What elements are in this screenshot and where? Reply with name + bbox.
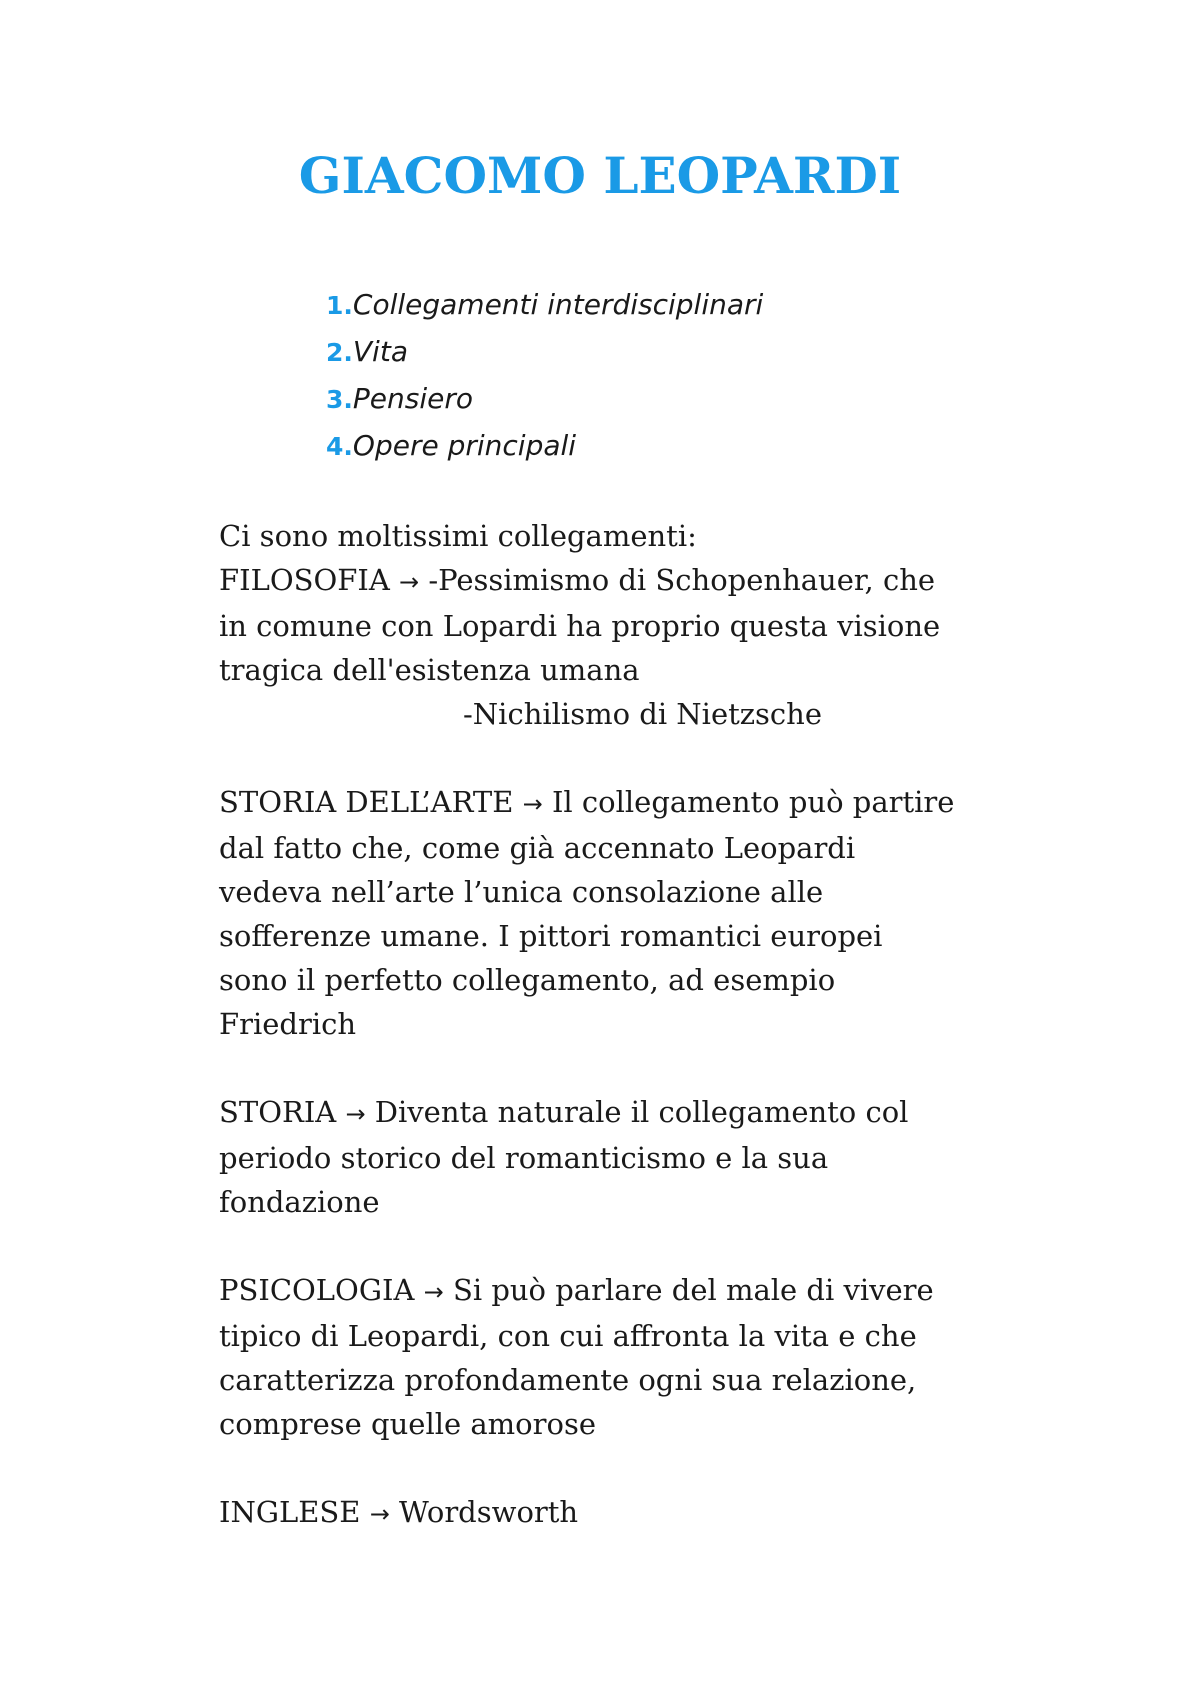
filosofia-line: -Nichilismo di Nietzsche: [463, 697, 823, 731]
psicologia-line: comprese quelle amorose: [219, 1407, 596, 1441]
arte-line: [219, 780, 1099, 826]
spacer: [219, 1446, 1099, 1490]
subject-label: FILOSOFIA: [219, 563, 390, 597]
subject-label: STORIA DELL’ARTE: [219, 785, 514, 819]
paragraph-text: -Pessimismo di Schopenhauer, che: [428, 563, 936, 597]
arte-line: dal fatto che, come già accennato Leopardi: [219, 831, 856, 865]
storia-line: [219, 1090, 1099, 1136]
paragraph-text: Diventa naturale il collegamento col: [374, 1095, 909, 1129]
arte-line: Friedrich: [219, 1007, 357, 1041]
spacer: [219, 1046, 1099, 1090]
storia-line: periodo storico del romanticismo e la sua: [219, 1141, 829, 1175]
psicologia-line: caratterizza profondamente ogni sua relazione,: [219, 1363, 917, 1397]
toc-item: [326, 375, 763, 422]
page-title: GIACOMO LEOPARDI: [298, 146, 902, 205]
toc-number: 1.: [326, 291, 353, 320]
paragraph-text: Si può parlare del male di vivere: [452, 1273, 934, 1307]
arrow-icon: →: [369, 1500, 390, 1528]
paragraph-text: Wordsworth: [399, 1495, 579, 1529]
toc-label: Opere principali: [352, 429, 577, 462]
intro-line: Ci sono moltissimi collegamenti:: [219, 519, 697, 553]
toc-number: 4.: [326, 432, 353, 461]
psicologia-line: [219, 1268, 1099, 1314]
spacer: [219, 1224, 1099, 1268]
filosofia-line: in comune con Lopardi ha proprio questa visione: [219, 609, 941, 643]
toc-number: 3.: [326, 385, 353, 414]
arte-line: sofferenze umane. I pittori romantici europei: [219, 919, 883, 953]
document-body: [219, 514, 1099, 1536]
psicologia-line: tipico di Leopardi, con cui affronta la vita e che: [219, 1319, 917, 1353]
inglese-line: [219, 1490, 1099, 1536]
filosofia-line: [219, 558, 1099, 604]
arte-line: sono il perfetto collegamento, ad esempio: [219, 963, 836, 997]
toc-item: [326, 422, 763, 469]
arrow-icon: →: [345, 1100, 366, 1128]
paragraph-text: Il collegamento può partire: [551, 785, 955, 819]
spacer: [219, 736, 1099, 780]
toc-label: Pensiero: [352, 382, 473, 415]
arte-line: vedeva nell’arte l’unica consolazione alle: [219, 875, 824, 909]
subject-label: STORIA: [219, 1095, 337, 1129]
toc-number: 2.: [326, 338, 353, 367]
filosofia-line: tragica dell'esistenza umana: [219, 653, 640, 687]
arrow-icon: →: [423, 1278, 444, 1306]
subject-label: PSICOLOGIA: [219, 1273, 415, 1307]
table-of-contents: [326, 281, 763, 469]
toc-label: Collegamenti interdisciplinari: [352, 288, 764, 321]
storia-line: fondazione: [219, 1185, 380, 1219]
arrow-icon: →: [399, 568, 420, 596]
toc-label: Vita: [352, 335, 408, 368]
arrow-icon: →: [522, 790, 543, 818]
toc-item: [326, 281, 763, 328]
subject-label: INGLESE: [219, 1495, 361, 1529]
toc-item: [326, 328, 763, 375]
